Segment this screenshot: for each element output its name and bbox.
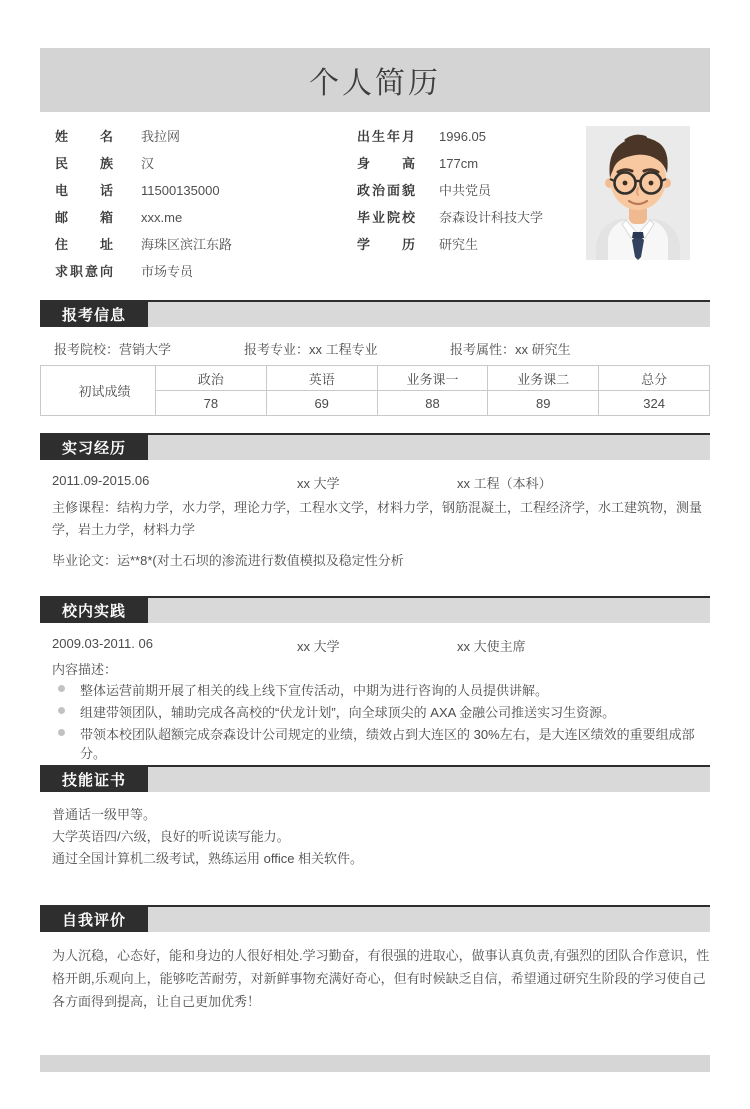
- profile-row-political-status: [357, 180, 582, 198]
- score-column-header: 业务课一: [377, 366, 488, 391]
- table-header-row: [41, 366, 710, 391]
- bullet-icon: [58, 707, 65, 714]
- field-label: 电话: [55, 183, 113, 198]
- bullet-icon: [58, 685, 65, 692]
- section-title-campus: 校内实践: [40, 598, 148, 623]
- profile-row-address: [55, 234, 357, 252]
- campus-bullet-list: [40, 680, 710, 761]
- skills-list: [40, 804, 710, 870]
- score-table: [40, 365, 710, 416]
- resume-page: [0, 48, 750, 1109]
- section-title-skills: 技能证书: [40, 767, 148, 792]
- field-value: 177cm: [439, 156, 479, 171]
- skill-item: 通过全国计算机二级考试，熟练运用 office 相关软件。: [52, 851, 364, 866]
- field-label: 姓名: [55, 129, 113, 144]
- internship-courses: 主修课程：结构力学，水力学，理论力学，工程水文学，材料力学，钢筋混凝土，工程经济学，水工建筑物，测量学，岩土力学，材料力学: [52, 500, 703, 537]
- field-label: 邮箱: [55, 210, 113, 225]
- campus-summary-row: [40, 636, 710, 654]
- section-title-internship: 实习经历: [40, 435, 148, 460]
- field-value: 海珠区滨江东路: [141, 237, 233, 252]
- field-label: 出生年月: [357, 129, 415, 144]
- field-value: 我拉网: [141, 129, 181, 144]
- field-label: 政治面貌: [357, 183, 415, 198]
- application-type: [450, 339, 571, 357]
- field-label: 身高: [357, 156, 415, 171]
- list-item: [40, 702, 710, 724]
- profile-left-column: [55, 126, 357, 288]
- profile-row-height: [357, 153, 582, 171]
- internship-thesis: 毕业论文：运**8*(对土石坝的渗流进行数值模拟及稳定性分析: [52, 553, 404, 568]
- application-school: [54, 339, 244, 357]
- field-label: 住址: [55, 237, 113, 252]
- score-value: 324: [599, 391, 710, 416]
- skill-item: 大学英语四/六级，良好的听说读写能力。: [52, 829, 290, 844]
- profile-row-email: [55, 207, 357, 225]
- application-major: [244, 339, 450, 357]
- footer-band: [40, 1055, 710, 1072]
- campus-desc-label: 内容描述：: [52, 662, 118, 677]
- list-item: [40, 680, 710, 702]
- score-value: 78: [156, 391, 267, 416]
- field-label: 报考专业：: [244, 342, 310, 357]
- profile-row-school: [357, 207, 582, 225]
- score-value: 69: [266, 391, 377, 416]
- score-column-header: 英语: [266, 366, 377, 391]
- field-value: xx 工程专业: [309, 342, 378, 357]
- internship-org: xx 大学: [297, 476, 340, 491]
- profile-row-job-intention: [55, 261, 357, 279]
- bullet-text: 带领本校团队超额完成奈森设计公司规定的业绩，绩效占到大连区的 30%左右，是大连区绩效的重要组成部分。: [80, 727, 695, 761]
- section-bar-internship: [40, 433, 710, 460]
- field-value: 汉: [141, 156, 155, 171]
- profile-section: [40, 126, 710, 288]
- profile-row-birth: [357, 126, 582, 144]
- score-value: 88: [377, 391, 488, 416]
- field-label: 报考属性：: [450, 342, 516, 357]
- field-label: 报考院校：: [54, 342, 120, 357]
- list-item: [40, 724, 710, 761]
- score-column-header: 政治: [156, 366, 267, 391]
- score-value: 89: [488, 391, 599, 416]
- field-value: 1996.05: [439, 129, 486, 144]
- field-value: 营销大学: [119, 342, 172, 357]
- skill-item: 普通话一级甲等。: [52, 807, 157, 822]
- field-value: xx 研究生: [515, 342, 571, 357]
- application-fields: [40, 339, 710, 357]
- profile-row-name: [55, 126, 357, 144]
- campus-period: 2009.03-2011. 06: [52, 636, 153, 651]
- campus-org: xx 大学: [297, 639, 340, 654]
- title-band: [40, 48, 710, 112]
- self-evaluation-text: 为人沉稳，心态好，能和身边的人很好相处.学习勤奋，有很强的进取心，做事认真负责,有强烈的团队合作意识，性格开朗,乐观向上，能够吃苦耐劳，对新鲜事物充满好奇心，但有时候缺乏自信，希望通过研究生阶段的学习使自己各方面得到提高，让自己更加优秀！: [52, 948, 710, 1009]
- section-title-self-evaluation: 自我评价: [40, 907, 148, 932]
- field-value: 奈森设计科技大学: [439, 210, 544, 225]
- field-value: 研究生: [439, 237, 479, 252]
- field-value: 中共党员: [439, 183, 492, 198]
- score-column-header: 业务课二: [488, 366, 599, 391]
- internship-summary-row: [40, 473, 710, 491]
- field-value: 11500135000: [141, 183, 220, 198]
- avatar-illustration: [586, 126, 690, 260]
- field-label: 求职意向: [55, 264, 113, 279]
- bullet-text: 整体运营前期开展了相关的线上线下宣传活动，中期为进行咨询的人员提供讲解。: [80, 683, 549, 698]
- bullet-text: 组建带领团队，辅助完成各高校的“伏龙计划”，向全球顶尖的 AXA 金融公司推送实习生资源。: [80, 705, 616, 720]
- section-bar-skills: [40, 765, 710, 792]
- section-bar-application: [40, 300, 710, 327]
- score-column-header: 总分: [599, 366, 710, 391]
- bullet-icon: [58, 729, 65, 736]
- internship-role: xx 工程（本科）: [457, 476, 552, 491]
- profile-right-column: [357, 126, 582, 288]
- profile-row-ethnicity: [55, 153, 357, 171]
- profile-row-phone: [55, 180, 357, 198]
- section-bar-campus: [40, 596, 710, 623]
- profile-row-degree: [357, 234, 582, 252]
- section-bar-self-evaluation: [40, 905, 710, 932]
- field-label: 民族: [55, 156, 113, 171]
- section-title-application: 报考信息: [40, 302, 148, 327]
- campus-role: xx 大使主席: [457, 639, 526, 654]
- field-label: 毕业院校: [357, 210, 415, 225]
- field-value: 市场专员: [141, 264, 194, 279]
- field-label: 学历: [357, 237, 415, 252]
- avatar: [586, 126, 690, 260]
- field-value: xxx.me: [141, 210, 183, 225]
- score-table-row-header: 初试成绩: [41, 366, 156, 416]
- page-title: 个人简历: [309, 67, 441, 100]
- internship-period: 2011.09-2015.06: [52, 473, 150, 488]
